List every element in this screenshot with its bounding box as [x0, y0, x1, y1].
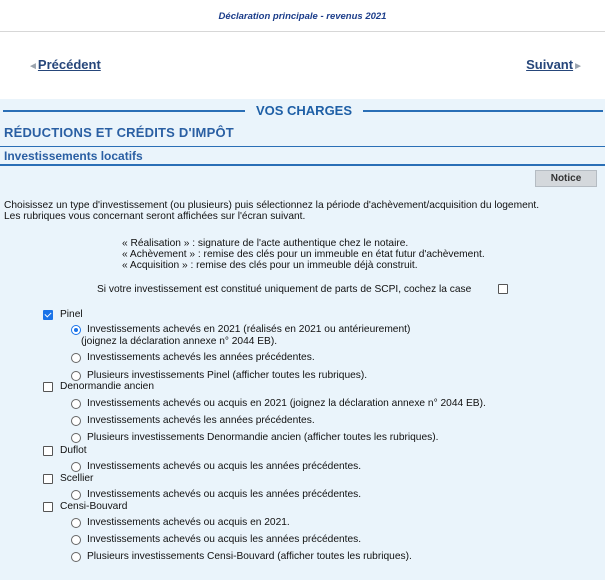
intro-line: Choisissez un type d'investissement (ou plusieurs) puis sélectionnez la période d'achèvement/acquisition du logement. [4, 200, 540, 211]
charges-header [3, 103, 603, 119]
section-divider [0, 146, 605, 147]
option-label: Investissements achevés ou acquis les années précédentes. [87, 534, 362, 545]
option-label: Plusieurs investissements Censi-Bouvard (afficher toutes les rubriques). [87, 551, 412, 562]
option-label: Investissements achevés les années précédentes. [87, 415, 315, 426]
option-label: Investissements achevés ou acquis en 2021 (joignez la déclaration annexe n° 2044 EB). [87, 398, 486, 409]
option-radio[interactable] [71, 462, 81, 472]
charges-rule-right [363, 110, 603, 112]
previous-label: Précédent [37, 57, 101, 72]
next-link[interactable] [526, 57, 583, 72]
option-label: Investissements achevés ou acquis les années précédentes. [87, 461, 362, 472]
next-label: Suivant [526, 57, 574, 72]
group-checkbox[interactable] [43, 502, 53, 512]
intro-line: Les rubriques vous concernant seront affichées sur l'écran suivant. [4, 211, 306, 222]
group-checkbox[interactable] [43, 310, 53, 320]
option-radio[interactable] [71, 325, 81, 335]
option-radio[interactable] [71, 518, 81, 528]
definition-line: « Acquisition » : remise des clés pour un immeuble déjà construit. [122, 260, 418, 271]
scpi-checkbox[interactable] [498, 284, 508, 294]
option-label: Investissements achevés ou acquis en 2021. [87, 517, 290, 528]
option-label: Investissements achevés les années précédentes. [87, 352, 315, 363]
group-label: Pinel [60, 309, 83, 320]
option-label: Plusieurs investissements Denormandie ancien (afficher toutes les rubriques). [87, 432, 439, 443]
group-label: Censi-Bouvard [60, 501, 128, 512]
definition-line: « Achèvement » : remise des clés pour un immeuble en état futur d'achèvement. [122, 249, 485, 260]
group-checkbox[interactable] [43, 446, 53, 456]
option-label: Investissements achevés en 2021 (réalisés en 2021 ou antérieurement) [87, 324, 411, 335]
previous-link[interactable] [28, 57, 101, 72]
subsection-title: Investissements locatifs [4, 149, 143, 163]
subsection-divider [0, 164, 605, 166]
option-label-continued: (joignez la déclaration annexe n° 2044 EB). [81, 336, 278, 347]
option-radio[interactable] [71, 416, 81, 426]
option-radio[interactable] [71, 399, 81, 409]
group-checkbox[interactable] [43, 382, 53, 392]
page-title: Déclaration principale - revenus 2021 [218, 11, 387, 22]
notice-button[interactable]: Notice [535, 170, 597, 187]
option-label: Investissements achevés ou acquis les années précédentes. [87, 489, 362, 500]
option-label: Plusieurs investissements Pinel (afficher toutes les rubriques). [87, 370, 368, 381]
option-radio[interactable] [71, 490, 81, 500]
header-divider [0, 31, 605, 32]
charges-label: VOS CHARGES [255, 103, 353, 118]
charges-rule-left [3, 110, 245, 112]
arrow-right-icon: ► [573, 61, 583, 72]
option-radio[interactable] [71, 371, 81, 381]
definition-line: « Réalisation » : signature de l'acte authentique chez le notaire. [122, 238, 409, 249]
group-checkbox[interactable] [43, 474, 53, 484]
group-label: Duflot [60, 445, 87, 456]
section-title: RÉDUCTIONS ET CRÉDITS D'IMPÔT [4, 125, 234, 140]
option-radio[interactable] [71, 535, 81, 545]
option-radio[interactable] [71, 353, 81, 363]
scpi-label: Si votre investissement est constitué uniquement de parts de SCPI, cochez la case [97, 284, 472, 295]
header-bar [0, 0, 605, 32]
group-label: Scellier [60, 473, 94, 484]
group-label: Denormandie ancien [60, 381, 155, 392]
option-radio[interactable] [71, 433, 81, 443]
option-radio[interactable] [71, 552, 81, 562]
arrow-left-icon: ◄ [28, 61, 38, 72]
